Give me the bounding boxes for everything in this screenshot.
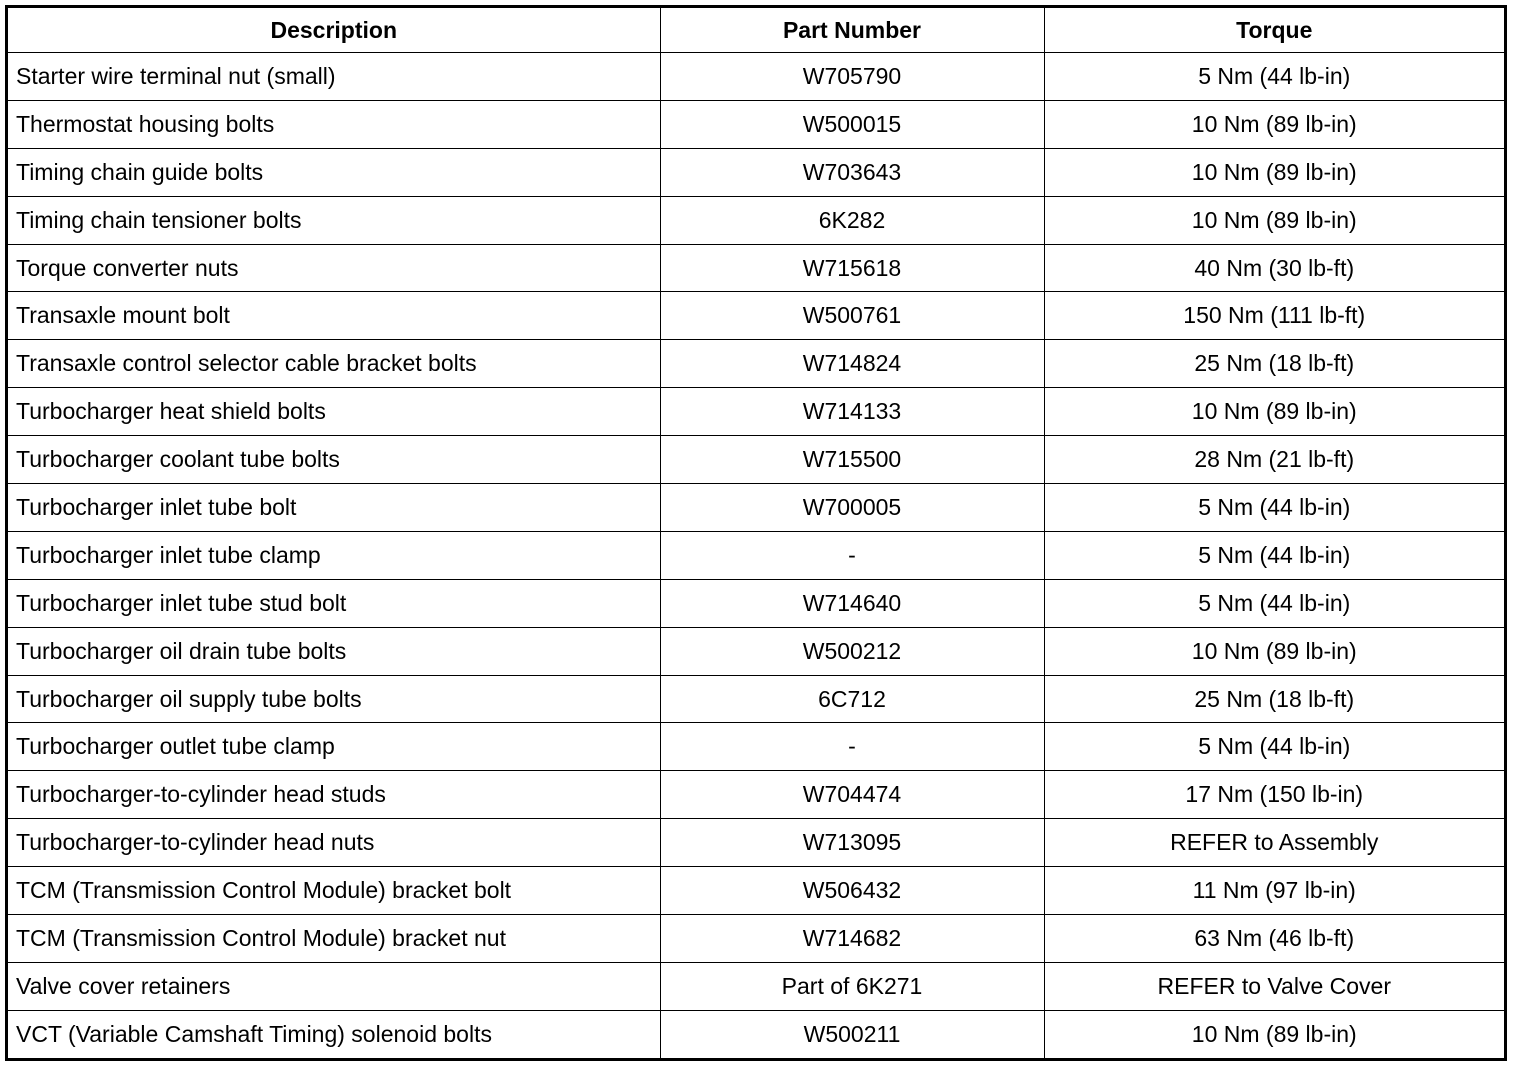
cell-part-number: W714133 [660,388,1044,436]
cell-part-number: W700005 [660,484,1044,532]
cell-description: Turbocharger oil supply tube bolts [8,675,660,723]
table-row [8,53,1504,101]
column-header-description: Description [8,8,660,53]
cell-part-number: 6C712 [660,675,1044,723]
table-row [8,771,1504,819]
cell-part-number: W500015 [660,100,1044,148]
cell-torque: 10 Nm (89 lb-in) [1044,148,1504,196]
cell-torque: 5 Nm (44 lb-in) [1044,579,1504,627]
cell-torque: 40 Nm (30 lb-ft) [1044,244,1504,292]
table-row [8,819,1504,867]
cell-part-number: W714824 [660,340,1044,388]
cell-description: Turbocharger-to-cylinder head studs [8,771,660,819]
cell-torque: 28 Nm (21 lb-ft) [1044,436,1504,484]
cell-torque: 5 Nm (44 lb-in) [1044,531,1504,579]
cell-torque: 5 Nm (44 lb-in) [1044,53,1504,101]
cell-part-number: W713095 [660,819,1044,867]
cell-torque: 11 Nm (97 lb-in) [1044,867,1504,915]
cell-description: Torque converter nuts [8,244,660,292]
cell-torque: 10 Nm (89 lb-in) [1044,196,1504,244]
cell-torque: REFER to Valve Cover [1044,962,1504,1010]
cell-description: Valve cover retainers [8,962,660,1010]
table-row [8,148,1504,196]
cell-part-number: W703643 [660,148,1044,196]
cell-torque: 150 Nm (111 lb-ft) [1044,292,1504,340]
table-row [8,196,1504,244]
cell-part-number: W506432 [660,867,1044,915]
cell-description: Turbocharger-to-cylinder head nuts [8,819,660,867]
table-row [8,1010,1504,1058]
table-row [8,340,1504,388]
cell-torque: 5 Nm (44 lb-in) [1044,723,1504,771]
table-row [8,867,1504,915]
table-row [8,915,1504,963]
cell-description: Transaxle control selector cable bracket bolts [8,340,660,388]
cell-description: TCM (Transmission Control Module) bracket nut [8,915,660,963]
cell-description: Turbocharger inlet tube stud bolt [8,579,660,627]
table-row [8,292,1504,340]
cell-torque: REFER to Assembly [1044,819,1504,867]
table-row [8,962,1504,1010]
cell-part-number: - [660,723,1044,771]
table-header-row [8,8,1504,53]
cell-description: Turbocharger inlet tube bolt [8,484,660,532]
cell-description: Thermostat housing bolts [8,100,660,148]
cell-torque: 25 Nm (18 lb-ft) [1044,340,1504,388]
table-row [8,723,1504,771]
cell-torque: 10 Nm (89 lb-in) [1044,100,1504,148]
cell-description: Turbocharger heat shield bolts [8,388,660,436]
cell-part-number: W714682 [660,915,1044,963]
table-row [8,484,1504,532]
cell-torque: 10 Nm (89 lb-in) [1044,627,1504,675]
cell-description: Transaxle mount bolt [8,292,660,340]
cell-description: Turbocharger oil drain tube bolts [8,627,660,675]
cell-torque: 17 Nm (150 lb-in) [1044,771,1504,819]
table-body [8,53,1504,1059]
cell-part-number: W715618 [660,244,1044,292]
cell-torque: 5 Nm (44 lb-in) [1044,484,1504,532]
table-row [8,627,1504,675]
cell-part-number: W714640 [660,579,1044,627]
table-row [8,531,1504,579]
cell-torque: 63 Nm (46 lb-ft) [1044,915,1504,963]
cell-part-number: W704474 [660,771,1044,819]
cell-description: Timing chain guide bolts [8,148,660,196]
cell-description: Starter wire terminal nut (small) [8,53,660,101]
table-row [8,436,1504,484]
table-row [8,100,1504,148]
cell-description: Timing chain tensioner bolts [8,196,660,244]
cell-description: Turbocharger outlet tube clamp [8,723,660,771]
table-row [8,579,1504,627]
cell-description: TCM (Transmission Control Module) bracket bolt [8,867,660,915]
table-row [8,388,1504,436]
cell-part-number: W500212 [660,627,1044,675]
cell-part-number: W715500 [660,436,1044,484]
table-row [8,675,1504,723]
cell-part-number: 6K282 [660,196,1044,244]
torque-spec-table-frame [5,5,1507,1061]
cell-part-number: W500211 [660,1010,1044,1058]
cell-part-number: W705790 [660,53,1044,101]
cell-torque: 25 Nm (18 lb-ft) [1044,675,1504,723]
cell-part-number: W500761 [660,292,1044,340]
cell-torque: 10 Nm (89 lb-in) [1044,1010,1504,1058]
column-header-part-number: Part Number [660,8,1044,53]
cell-part-number: Part of 6K271 [660,962,1044,1010]
cell-torque: 10 Nm (89 lb-in) [1044,388,1504,436]
cell-description: Turbocharger inlet tube clamp [8,531,660,579]
column-header-torque: Torque [1044,8,1504,53]
cell-part-number: - [660,531,1044,579]
cell-description: VCT (Variable Camshaft Timing) solenoid bolts [8,1010,660,1058]
cell-description: Turbocharger coolant tube bolts [8,436,660,484]
table-row [8,244,1504,292]
torque-spec-table [8,8,1504,1058]
